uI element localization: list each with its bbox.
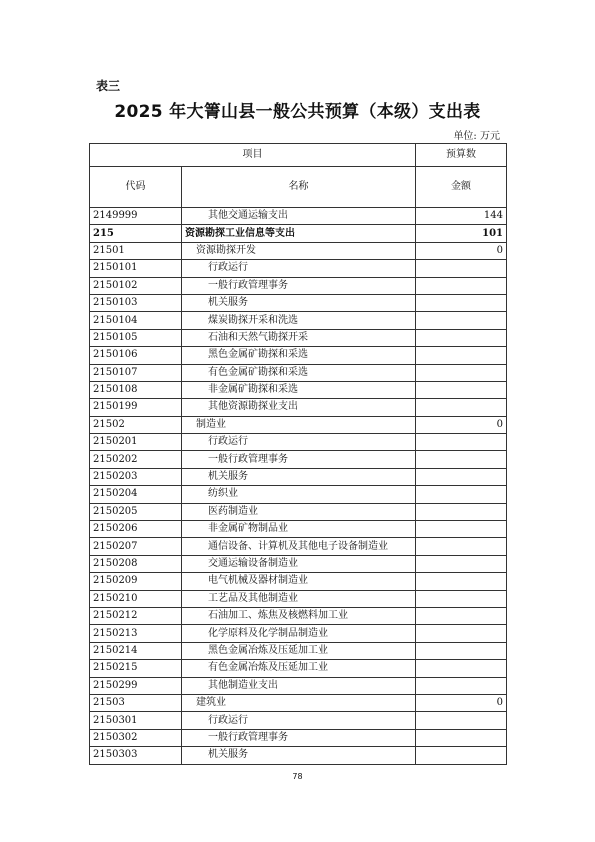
table-row <box>90 312 507 329</box>
row-amount <box>416 607 507 624</box>
table-row <box>90 329 507 346</box>
row-amount <box>416 451 507 468</box>
table-row <box>90 399 507 416</box>
row-name: 其他资源勘探业支出 <box>182 399 416 416</box>
row-amount <box>416 555 507 572</box>
table-header-row <box>90 144 507 167</box>
row-amount <box>416 486 507 503</box>
row-code: 2150201 <box>90 434 182 451</box>
row-name: 机关服务 <box>182 747 416 764</box>
table-row <box>90 555 507 572</box>
row-amount <box>416 277 507 294</box>
header-code: 代码 <box>90 167 182 208</box>
table-row <box>90 208 507 225</box>
row-code: 2150202 <box>90 451 182 468</box>
page-title: 2025 年大箐山县一般公共预算（本级）支出表 <box>114 102 481 122</box>
table-row <box>90 660 507 677</box>
table-row <box>90 225 507 242</box>
row-amount <box>416 590 507 607</box>
row-code: 2150301 <box>90 712 182 729</box>
row-amount <box>416 312 507 329</box>
table-row <box>90 434 507 451</box>
row-name: 一般行政管理事务 <box>182 729 416 746</box>
table-row <box>90 538 507 555</box>
row-name: 通信设备、计算机及其他电子设备制造业 <box>182 538 416 555</box>
table-row <box>90 260 507 277</box>
row-code: 2150103 <box>90 294 182 311</box>
budget-table <box>89 143 507 765</box>
row-code: 2150207 <box>90 538 182 555</box>
row-name: 石油和天然气勘探开采 <box>182 329 416 346</box>
row-amount <box>416 294 507 311</box>
row-code: 2150199 <box>90 399 182 416</box>
row-amount <box>416 573 507 590</box>
row-amount <box>416 677 507 694</box>
row-amount <box>416 538 507 555</box>
table-row <box>90 381 507 398</box>
row-code: 2150209 <box>90 573 182 590</box>
row-code: 2150215 <box>90 660 182 677</box>
row-amount <box>416 364 507 381</box>
row-amount <box>416 642 507 659</box>
row-amount: 0 <box>416 416 507 433</box>
table-row <box>90 521 507 538</box>
row-amount <box>416 260 507 277</box>
header-name: 名称 <box>182 167 416 208</box>
row-amount <box>416 712 507 729</box>
row-name: 非金属矿物制品业 <box>182 521 416 538</box>
table-row <box>90 486 507 503</box>
row-amount <box>416 729 507 746</box>
row-code: 2150105 <box>90 329 182 346</box>
table-row <box>90 364 507 381</box>
row-code: 2150108 <box>90 381 182 398</box>
row-name: 医药制造业 <box>182 503 416 520</box>
header-amount: 金额 <box>416 167 507 208</box>
row-name: 资源勘探开发 <box>182 242 416 259</box>
row-code: 2150104 <box>90 312 182 329</box>
table-row <box>90 277 507 294</box>
row-code: 2150203 <box>90 468 182 485</box>
row-code: 2150303 <box>90 747 182 764</box>
table-row <box>90 747 507 764</box>
table-row <box>90 347 507 364</box>
row-name: 电气机械及器材制造业 <box>182 573 416 590</box>
table-row <box>90 677 507 694</box>
unit-label: 单位: 万元 <box>453 131 500 142</box>
row-name: 煤炭勘探开采和洗选 <box>182 312 416 329</box>
row-name: 工艺品及其他制造业 <box>182 590 416 607</box>
row-name: 化学原料及化学制品制造业 <box>182 625 416 642</box>
row-name: 一般行政管理事务 <box>182 451 416 468</box>
row-code: 2150102 <box>90 277 182 294</box>
row-code: 21501 <box>90 242 182 259</box>
table-row <box>90 294 507 311</box>
row-amount <box>416 503 507 520</box>
row-amount <box>416 329 507 346</box>
row-name: 建筑业 <box>182 694 416 711</box>
row-code: 2150106 <box>90 347 182 364</box>
row-code: 2150206 <box>90 521 182 538</box>
row-code: 2150212 <box>90 607 182 624</box>
row-name: 行政运行 <box>182 712 416 729</box>
row-amount <box>416 660 507 677</box>
row-name: 有色金属冶炼及压延加工业 <box>182 660 416 677</box>
row-amount <box>416 347 507 364</box>
row-name: 机关服务 <box>182 468 416 485</box>
row-amount: 144 <box>416 208 507 225</box>
row-name: 制造业 <box>182 416 416 433</box>
row-name: 黑色金属冶炼及压延加工业 <box>182 642 416 659</box>
row-amount <box>416 399 507 416</box>
table-subheader-row <box>90 167 507 208</box>
header-item: 项目 <box>90 144 416 167</box>
row-code: 2149999 <box>90 208 182 225</box>
row-name: 机关服务 <box>182 294 416 311</box>
table-row <box>90 712 507 729</box>
row-name: 其他交通运输支出 <box>182 208 416 225</box>
row-amount <box>416 747 507 764</box>
table-label: 表三 <box>96 79 121 93</box>
table-row <box>90 642 507 659</box>
row-code: 2150302 <box>90 729 182 746</box>
row-code: 21503 <box>90 694 182 711</box>
table-row <box>90 694 507 711</box>
row-amount <box>416 625 507 642</box>
row-amount <box>416 521 507 538</box>
row-name: 黑色金属矿勘探和采选 <box>182 347 416 364</box>
table-row <box>90 468 507 485</box>
row-name: 行政运行 <box>182 260 416 277</box>
row-amount: 0 <box>416 242 507 259</box>
row-name: 资源勘探工业信息等支出 <box>182 225 416 242</box>
page-number: 78 <box>292 772 303 781</box>
row-code: 2150208 <box>90 555 182 572</box>
row-amount <box>416 468 507 485</box>
row-code: 2150299 <box>90 677 182 694</box>
table-row <box>90 451 507 468</box>
row-name: 非金属矿勘探和采选 <box>182 381 416 398</box>
row-name: 纺织业 <box>182 486 416 503</box>
header-budget: 预算数 <box>416 144 507 167</box>
budget-table-body <box>90 144 507 765</box>
row-name: 其他制造业支出 <box>182 677 416 694</box>
row-amount: 101 <box>416 225 507 242</box>
row-name: 有色金属矿勘探和采选 <box>182 364 416 381</box>
row-code: 215 <box>90 225 182 242</box>
row-name: 一般行政管理事务 <box>182 277 416 294</box>
table-row <box>90 573 507 590</box>
row-code: 2150210 <box>90 590 182 607</box>
row-amount: 0 <box>416 694 507 711</box>
table-row <box>90 729 507 746</box>
table-row <box>90 590 507 607</box>
row-name: 石油加工、炼焦及核燃料加工业 <box>182 607 416 624</box>
row-code: 2150213 <box>90 625 182 642</box>
row-code: 2150214 <box>90 642 182 659</box>
row-code: 2150107 <box>90 364 182 381</box>
table-row <box>90 503 507 520</box>
row-code: 2150101 <box>90 260 182 277</box>
row-code: 2150204 <box>90 486 182 503</box>
row-name: 行政运行 <box>182 434 416 451</box>
row-code: 2150205 <box>90 503 182 520</box>
row-name: 交通运输设备制造业 <box>182 555 416 572</box>
table-row <box>90 416 507 433</box>
row-code: 21502 <box>90 416 182 433</box>
row-amount <box>416 381 507 398</box>
table-row <box>90 242 507 259</box>
table-row <box>90 607 507 624</box>
row-amount <box>416 434 507 451</box>
table-row <box>90 625 507 642</box>
